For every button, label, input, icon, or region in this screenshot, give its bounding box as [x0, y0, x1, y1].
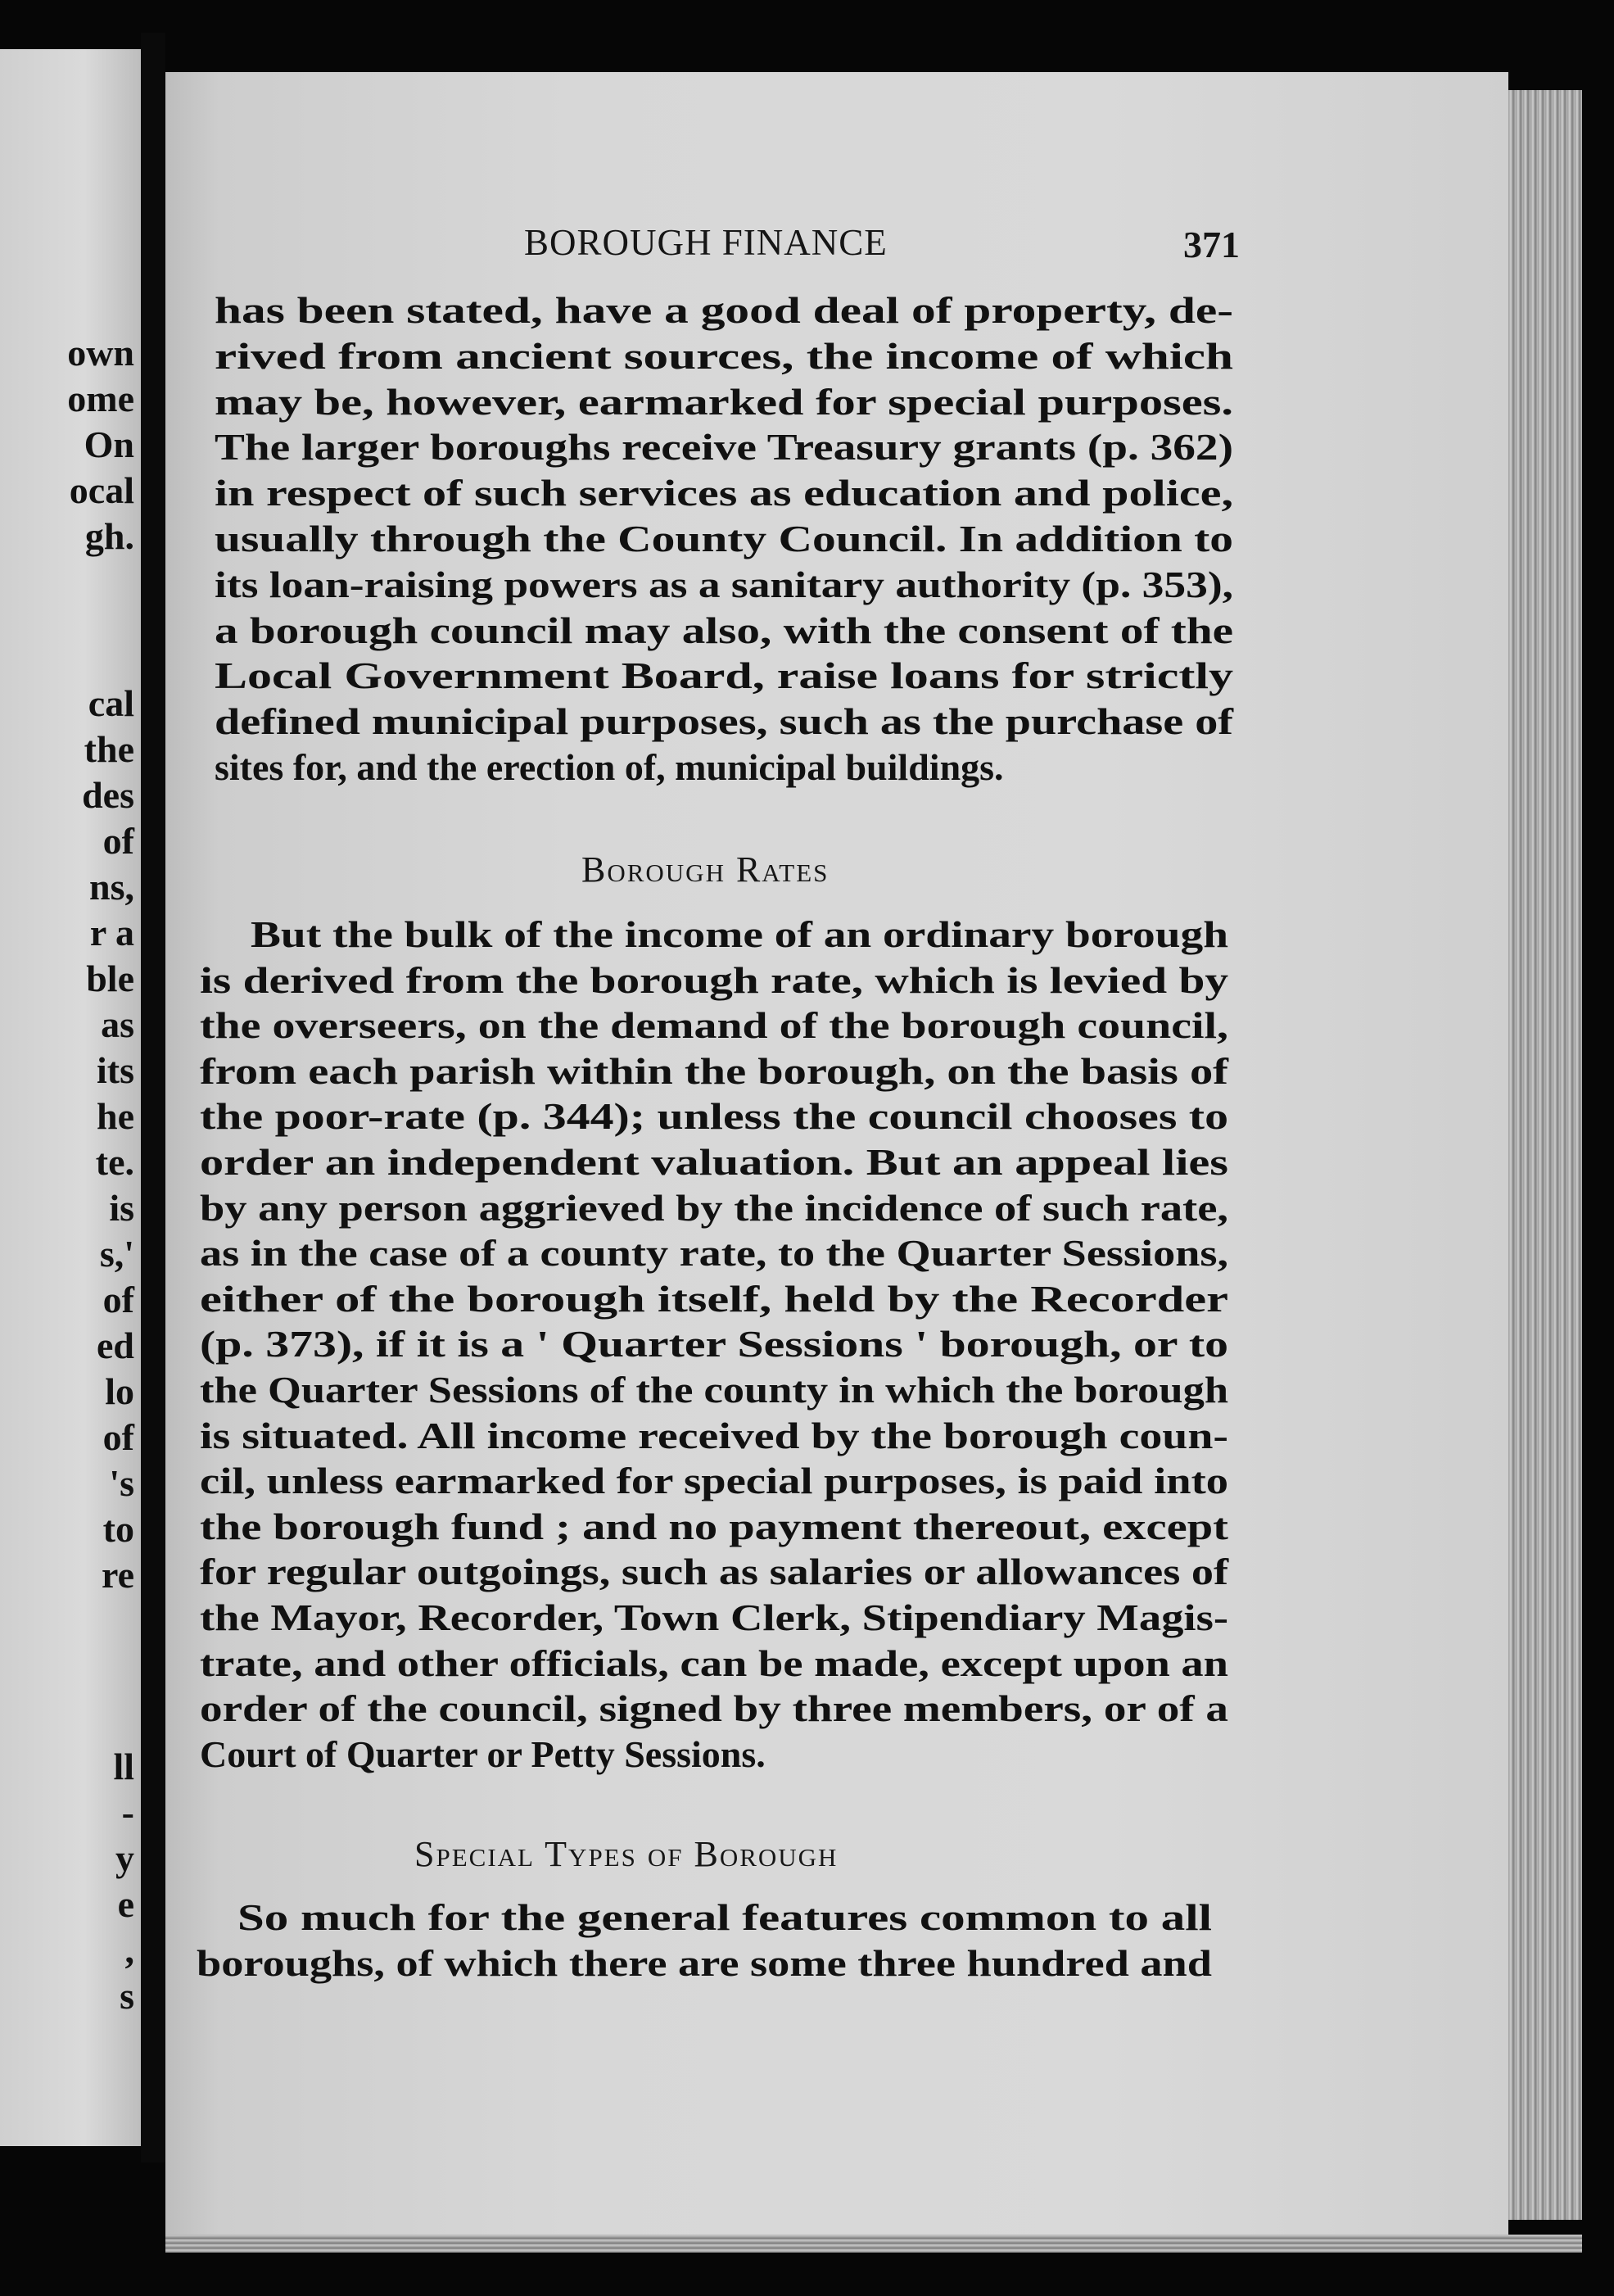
text-line: by any person aggrieved by the incidence of such rate, [200, 1186, 1228, 1229]
left-page-text-fragment: of [102, 1279, 134, 1320]
text-line: usually through the County Council. In addition to [215, 518, 1233, 559]
left-page-text-fragment: s,' [99, 1233, 134, 1275]
left-page-text-fragment: own [67, 332, 134, 374]
text-line: boroughs, of which there are some three hundred and [197, 1941, 1212, 1984]
text-line: the borough fund ; and no payment thereout, except [200, 1505, 1228, 1547]
left-page-text-fragment: of [102, 1416, 134, 1458]
left-page-text-fragment: ble [86, 958, 134, 999]
text-line: order an independent valuation. But an appeal lies [200, 1141, 1228, 1183]
text-line: trate, and other officials, can be made, except upon an [200, 1642, 1228, 1684]
left-page-text-fragment: re [101, 1554, 134, 1596]
text-line: the poor-rate (p. 344); unless the council chooses to [200, 1095, 1228, 1138]
left-page-text-fragment: is [109, 1187, 134, 1229]
text-line: But the bulk of the income of an ordinary borough [251, 913, 1228, 955]
text-line: sites for, and the erection of, municipal buildings. [215, 746, 1004, 788]
left-page-text-fragment: as [101, 1003, 134, 1045]
left-page-text-fragment: - [121, 1791, 134, 1833]
text-line: may be, however, earmarked for special purposes. [215, 380, 1233, 423]
text-line: for regular outgoings, such as salaries or allowances of [200, 1551, 1228, 1593]
text-line: Local Government Board, raise loans for strictly [215, 654, 1233, 697]
left-page-text-fragment: 's [109, 1462, 134, 1504]
text-line: as in the case of a county rate, to the Quarter Sessions, [200, 1232, 1228, 1275]
left-page-text-fragment: its [97, 1049, 134, 1091]
text-line: Court of Quarter or Petty Sessions. [200, 1732, 766, 1775]
page-edges [1508, 90, 1582, 2220]
text-line: cil, unless earmarked for special purposes, is paid into [200, 1460, 1228, 1502]
text-line: order of the council, signed by three members, or of a [200, 1687, 1228, 1730]
bottom-page-edge [165, 2235, 1582, 2253]
page-number: 371 [1183, 224, 1240, 265]
section-heading: Borough Rates [581, 849, 830, 890]
left-page-text-fragment: ll [113, 1746, 134, 1787]
left-page-text-fragment: ome [67, 378, 134, 419]
running-head: BOROUGH FINANCE [524, 222, 888, 263]
left-page-text-fragment: to [102, 1508, 134, 1550]
left-facing-page [0, 49, 141, 2146]
text-line: in respect of such services as education and police, [215, 472, 1233, 514]
left-page-text-fragment: r a [89, 912, 134, 953]
left-page-text-fragment: ocal [69, 469, 134, 511]
left-page-text-fragment: ns, [89, 866, 134, 908]
left-page-text-fragment: On [84, 423, 134, 465]
text-line: So much for the general features common to all [237, 1896, 1212, 1938]
left-page-text-fragment: ed [97, 1325, 134, 1366]
left-page-text-fragment: des [82, 774, 134, 816]
text-line: is situated. All income received by the borough coun- [200, 1414, 1228, 1456]
text-line: defined municipal purposes, such as the purchase of [215, 700, 1233, 743]
text-line: its loan-raising powers as a sanitary authority (p. 353), [215, 563, 1233, 605]
left-page-text-fragment: cal [88, 682, 134, 724]
left-page-text-fragment: lo [105, 1370, 134, 1412]
left-page-text-fragment: he [97, 1095, 134, 1137]
text-line: either of the borough itself, held by the Recorder [200, 1277, 1228, 1320]
text-line: from each parish within the borough, on the basis of [200, 1049, 1228, 1092]
left-page-text-fragment: of [102, 820, 134, 862]
text-line: is derived from the borough rate, which is levied by [200, 958, 1228, 1001]
left-page-text-fragment: s [120, 1975, 134, 2017]
text-line: The larger boroughs receive Treasury grants (p. 362) [215, 426, 1233, 469]
book-gutter [141, 33, 165, 2162]
text-line: the Quarter Sessions of the county in which the borough [200, 1369, 1228, 1411]
section-heading: Special Types of Borough [414, 1834, 839, 1874]
text-line: has been stated, have a good deal of property, de- [215, 289, 1233, 331]
text-line: the Mayor, Recorder, Town Clerk, Stipendiary Magis- [200, 1596, 1228, 1638]
text-line: a borough council may also, with the consent of the [215, 609, 1233, 651]
left-page-text-fragment: y [115, 1837, 134, 1879]
left-page-text-fragment: gh. [84, 515, 134, 557]
left-page-text-fragment: e [117, 1883, 134, 1925]
text-line: (p. 373), if it is a ' Quarter Sessions ' borough, or to [200, 1323, 1228, 1365]
left-page-text-fragment: te. [95, 1141, 134, 1183]
left-page-text-fragment: the [84, 728, 134, 770]
text-line: rived from ancient sources, the income of which [215, 334, 1233, 377]
left-page-text-fragment: , [124, 1929, 134, 1971]
text-line: the overseers, on the demand of the borough council, [200, 1004, 1228, 1047]
